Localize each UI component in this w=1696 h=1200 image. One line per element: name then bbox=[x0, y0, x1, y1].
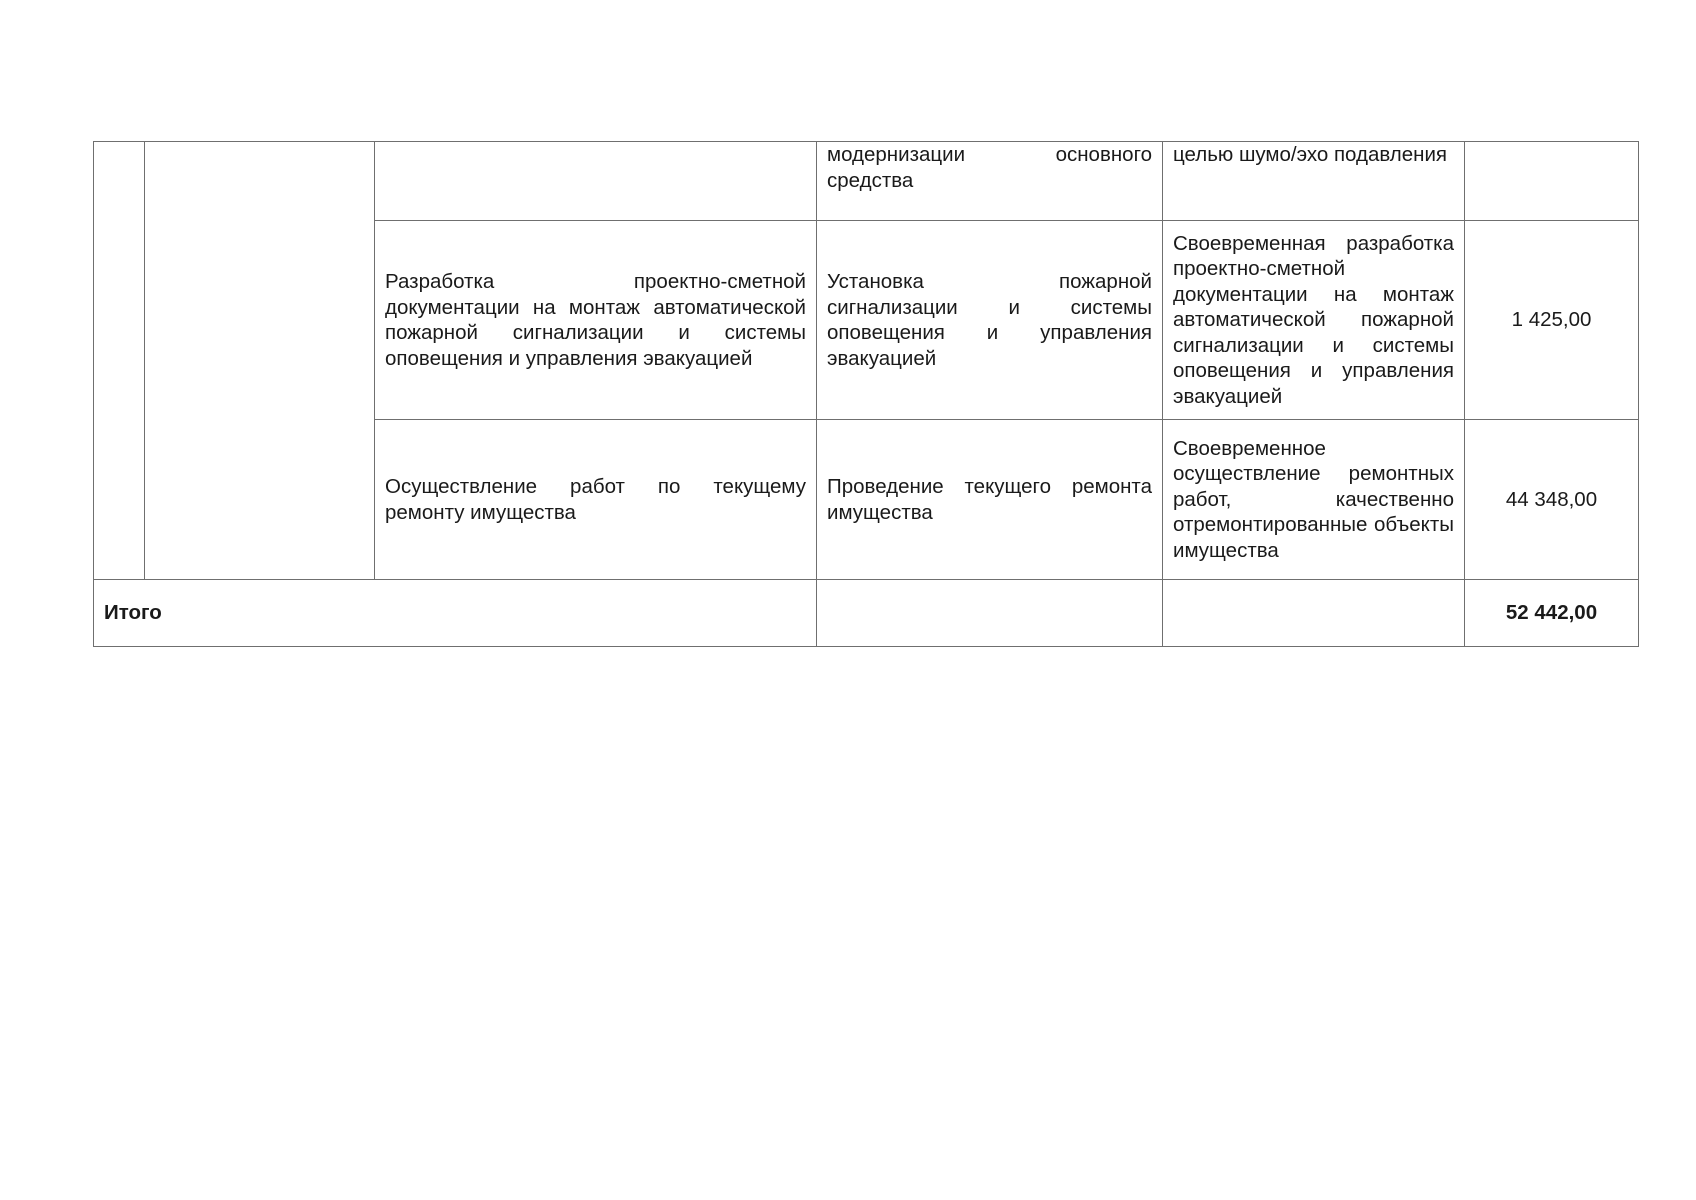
result-cell: Установка пожарной сигнализации и системы оповещения и управления эвакуацией bbox=[817, 221, 1163, 420]
total-empty-cell bbox=[817, 580, 1163, 647]
effect-cell: Своевременная разработка проектно-сметной документации на монтаж автоматической пожарной сигнализации и системы оповещения и управления эвакуацией bbox=[1163, 221, 1465, 420]
amount-cell: 44 348,00 bbox=[1465, 420, 1639, 580]
program-cell bbox=[145, 142, 375, 580]
total-row bbox=[94, 580, 1639, 647]
task-cell: Разработка проектно-сметной документации на монтаж автоматической пожарной сигнализации и системы оповещения и управления эвакуацией bbox=[375, 221, 817, 420]
effect-cell: Своевременное осуществление ремонтных работ, качественно отремонтированные объекты имущества bbox=[1163, 420, 1465, 580]
task-cell: Осуществление работ по текущему ремонту имущества bbox=[375, 420, 817, 580]
number-cell bbox=[94, 142, 145, 580]
total-label: Итого bbox=[94, 580, 817, 647]
total-amount: 52 442,00 bbox=[1465, 580, 1639, 647]
amount-cell bbox=[1465, 142, 1639, 221]
task-cell bbox=[375, 142, 817, 221]
total-empty-cell bbox=[1163, 580, 1465, 647]
table-row bbox=[94, 142, 1639, 221]
result-cell: модернизации основного средства bbox=[817, 142, 1163, 221]
budget-table bbox=[93, 141, 1639, 647]
effect-cell: целью шумо/эхо подавления bbox=[1163, 142, 1465, 221]
amount-cell: 1 425,00 bbox=[1465, 221, 1639, 420]
result-cell: Проведение текущего ремонта имущества bbox=[817, 420, 1163, 580]
